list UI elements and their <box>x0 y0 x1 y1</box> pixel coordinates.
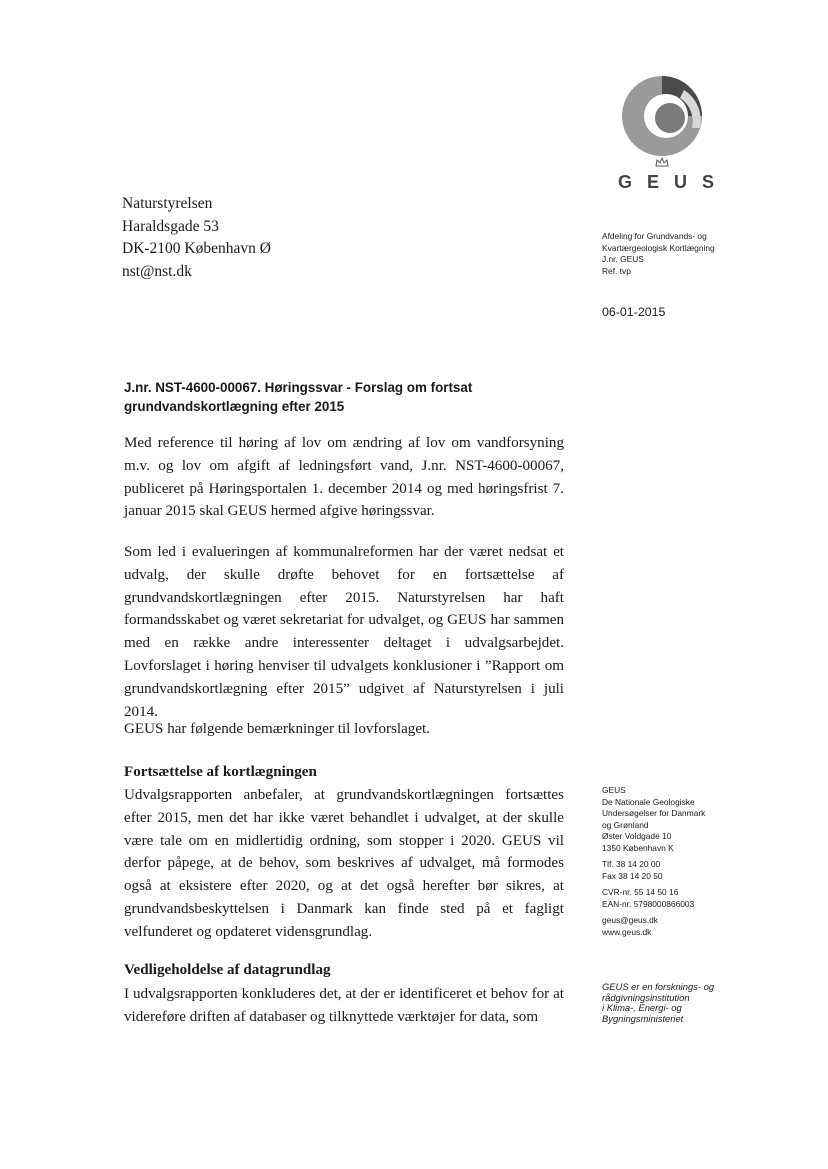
recipient-street: Haraldsgade 53 <box>122 217 219 235</box>
org-street: Øster Voldgade 10 <box>602 831 672 841</box>
organization-info <box>602 785 705 938</box>
org-web: www.geus.dk <box>602 926 652 937</box>
paragraph: Som led i evalueringen af kommunalreformen har der været nedsat et udvalg, der skulle drøfte behovet for en fortsættelse af grundvandskortlægningen efter 2015. Naturstyrelsen har haft formandsskabet og været sekretariat for udvalget, og GEUS har sammen med en række andre interessenter deltaget i udvalgsarbejdet. Lovforslaget i høring henviser til udvalgets konklusioner i ”Rapport om grundvandskortlægning efter 2015” udgivet af Naturstyrelsen i juli 2014. <box>124 544 564 720</box>
org-fax: Fax 38 14 20 50 <box>602 870 663 881</box>
org-name: GEUS <box>602 785 626 795</box>
letter-date: 06-01-2015 <box>602 305 666 319</box>
recipient-email: nst@nst.dk <box>122 262 192 280</box>
section-heading: Fortsættelse af kortlægningen <box>124 764 317 780</box>
paragraph: Med reference til høring af lov om ændring af lov om vandforsyning m.v. og lov om afgift af ledningsført vand, J.nr. NST-4600-00067, publiceret på Høringsportalen 1. december 2014 og med høringsfrist 7. januar 2015 skal GEUS hermed afgive høringssvar. <box>124 435 564 520</box>
org-email: geus@geus.dk <box>602 915 658 925</box>
department-line: Kvartærgeologisk Kortlægning <box>602 242 715 253</box>
reference: Ref. tvp <box>602 265 631 276</box>
recipient-city: DK-2100 København Ø <box>122 240 271 257</box>
recipient-name: Naturstyrelsen <box>122 195 213 212</box>
org-ean: EAN-nr. 5798000866003 <box>602 898 695 909</box>
geus-logo <box>612 68 730 192</box>
org-cvr: CVR-nr. 55 14 50 16 <box>602 887 679 897</box>
geus-emblem-icon <box>612 68 712 168</box>
logo-text: GEUS <box>618 172 730 192</box>
org-tagline <box>602 982 714 1024</box>
journal-number: J.nr. GEUS <box>602 254 644 264</box>
tagline-line: GEUS er en forsknings- og <box>602 981 715 992</box>
subject-heading <box>124 378 544 416</box>
org-line: De Nationale Geologiske <box>602 796 695 807</box>
org-line: og Grønland <box>602 819 649 830</box>
subject-line: grundvandskortlægning efter 2015 <box>124 399 345 414</box>
recipient-address <box>122 193 271 283</box>
department-info <box>602 231 715 277</box>
paragraph: Udvalgsrapporten anbefaler, at grundvandskortlægningen fortsættes efter 2015, men det har ikke været behandlet i udvalget, at der skulle være tale om en midlertidig ordning, som stopper i 2020. GEUS vil derfor påpege, at de behov, som beskrives af udvalget, må formodes også at eksistere efter 2020, og at det også herefter bør sikres, at grundvandsbeskyttelsen i Danmark kan finde sted på et fagligt velfunderet og opdateret vidensgrundlag. <box>124 787 564 940</box>
subject-line: J.nr. NST-4600-00067. Høringssvar - Forslag om fortsat <box>124 380 473 395</box>
org-line: Undersøgelser for Danmark <box>602 808 706 818</box>
section-heading: Vedligeholdelse af datagrundlag <box>124 962 331 978</box>
tagline-line: rådgivningsinstitution <box>602 991 690 1003</box>
paragraph: GEUS har følgende bemærkninger til lovforslaget. <box>124 721 430 737</box>
org-city: 1350 København K <box>602 842 674 853</box>
crown-icon <box>655 154 669 164</box>
tagline-line: i Klima-, Energi- og <box>602 1002 682 1013</box>
org-phone: Tlf. 38 14 20 00 <box>602 859 661 869</box>
department-line: Afdeling for Grundvands- og <box>602 231 707 241</box>
tagline-line: Bygningsministeriet <box>602 1012 684 1024</box>
paragraph: I udvalgsrapporten konkluderes det, at der er identificeret et behov for at videreføre driften af databaser og tilknyttede værktøjer for data, som <box>124 986 564 1025</box>
